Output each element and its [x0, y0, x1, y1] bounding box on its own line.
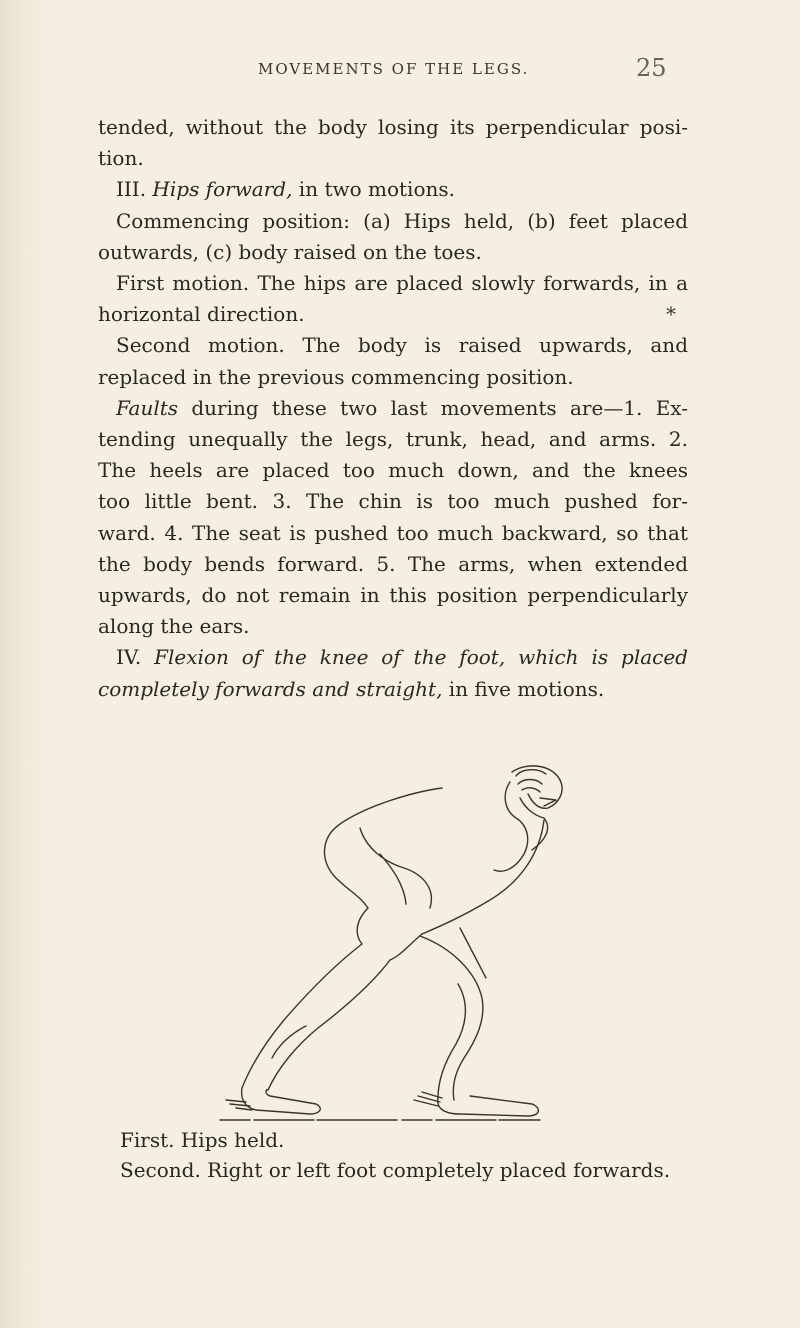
figure-back-foot — [242, 1088, 321, 1114]
p5-line1: Second motion. The body is raised upwards, and — [116, 333, 688, 358]
faults-label: Faults — [116, 395, 179, 420]
figure-caption — [120, 1125, 760, 1185]
p1-line2: tion. — [98, 146, 144, 171]
faults-line3: The heels are placed too much down, and the knees — [98, 458, 688, 483]
running-title: MOVEMENTS OF THE LEGS. — [258, 60, 530, 78]
section-iii-title: Hips forward, — [152, 177, 293, 202]
caption-line1: First. Hips held. — [120, 1128, 285, 1152]
running-head — [0, 54, 800, 88]
faults-line4: too little bent. 3. The chin is too much pushed for- — [98, 489, 688, 514]
figure-back-leg — [242, 944, 362, 1088]
figure-hips — [357, 908, 422, 960]
figure-torso — [324, 788, 442, 908]
p4-line1: First motion. The hips are placed slowly forwards, in a — [116, 271, 688, 296]
p1-line1: tended, without the body losing its perpendicular posi- — [98, 115, 688, 139]
faults-line8: along the ears. — [98, 614, 250, 639]
p3-line1: Commencing position: (a) Hips held, (b) feet placed — [116, 208, 688, 233]
caption-line2: Second. Right or left foot completely placed forwards. — [120, 1158, 671, 1182]
faults-line1-rest: during these two last movements are—1. Ex- — [178, 395, 688, 420]
exercise-figure-illustration — [160, 758, 600, 1128]
page-number: 25 — [636, 54, 667, 82]
faults-line6: the body bends forward. 5. The arms, when extended — [98, 551, 688, 576]
figure-arm — [494, 782, 528, 871]
figure-front-leg — [420, 936, 483, 1100]
p3-line2: outwards, (c) body raised on the toes. — [98, 239, 482, 264]
faults-line2: tending unequally the legs, trunk, head, and arms. 2. — [98, 427, 688, 452]
p5-line2: replaced in the previous commencing position. — [98, 364, 574, 389]
section-iii-number: III. — [116, 177, 147, 202]
figure-front-foot — [438, 1096, 539, 1116]
body-text — [98, 112, 688, 705]
section-iv-title-line2: completely forwards and straight, — [98, 676, 443, 701]
section-iv-title-line1: Flexion of the knee of the foot, which is placed — [154, 645, 688, 670]
footnote-asterisk: * — [666, 302, 676, 326]
faults-line5: ward. 4. The seat is pushed too much backward, so that — [98, 520, 688, 545]
section-iii-rest: in two motions. — [292, 177, 455, 202]
section-iv-line1 — [98, 642, 688, 673]
section-iv-number: IV. — [116, 645, 142, 670]
section-iv-rest: in five motions. — [442, 676, 605, 701]
section-iv-line2 — [98, 674, 688, 705]
section-iii-heading — [98, 174, 688, 205]
faults-line7: upwards, do not remain in this position perpendicularly — [98, 583, 688, 608]
p4-line2: horizontal direction. — [98, 302, 305, 327]
faults-line1 — [98, 393, 688, 424]
